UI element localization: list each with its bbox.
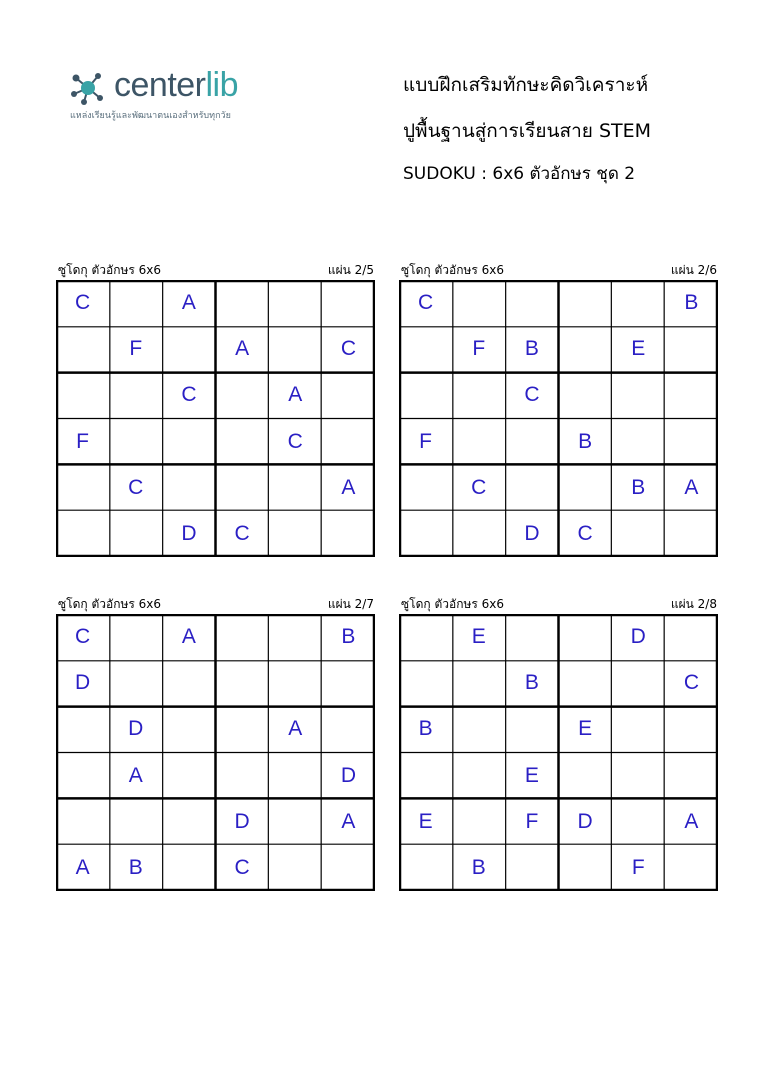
given-letter-cell: C: [128, 475, 144, 499]
empty-cell: [322, 372, 375, 418]
empty-cell: [56, 326, 109, 372]
empty-cell: [269, 280, 322, 326]
empty-cell: [216, 465, 269, 511]
empty-cell: [505, 465, 558, 511]
given-letter-cell: C: [524, 383, 540, 407]
empty-cell: [216, 706, 269, 752]
given-letter-cell: D: [74, 671, 91, 695]
given-letter-cell: A: [341, 475, 356, 499]
empty-cell: [322, 280, 375, 326]
grid-cells: [399, 614, 718, 891]
empty-cell: [269, 511, 322, 557]
sudoku-grid: [56, 280, 375, 557]
empty-cell: [505, 845, 558, 891]
puzzle-sheet-number: แผ่น 2/5: [327, 263, 374, 277]
empty-cell: [109, 372, 162, 418]
given-letter-cell: C: [287, 429, 303, 453]
given-letter-cell: D: [340, 763, 356, 787]
empty-cell: [162, 326, 215, 372]
given-letter-cell: F: [76, 429, 89, 453]
empty-cell: [665, 753, 718, 799]
empty-cell: [269, 326, 322, 372]
empty-cell: [612, 280, 665, 326]
empty-cell: [452, 753, 505, 799]
empty-cell: [559, 372, 612, 418]
given-letter-cell: A: [288, 383, 303, 407]
given-letter-cell: A: [235, 337, 250, 361]
empty-cell: [216, 660, 269, 706]
logo-tagline: แหล่งเรียนรู้และพัฒนาตนเองสำหรับทุกวัย: [70, 111, 231, 121]
puzzle-title: ซูโดกุ ตัวอักษร 6x6: [58, 597, 162, 611]
given-letter-cell: B: [418, 717, 433, 741]
empty-cell: [559, 845, 612, 891]
given-letter-cell: E: [631, 337, 646, 361]
given-letter-cell: A: [288, 717, 303, 741]
empty-cell: [612, 660, 665, 706]
empty-cell: [399, 614, 452, 660]
empty-cell: [505, 280, 558, 326]
given-letter-cell: E: [578, 717, 593, 741]
puzzle-title: ซูโดกุ ตัวอักษร 6x6: [401, 597, 505, 611]
sudoku-grid: [399, 614, 718, 891]
empty-cell: [559, 326, 612, 372]
empty-cell: [162, 419, 215, 465]
given-letter-cell: A: [128, 763, 143, 787]
given-letter-cell: A: [181, 291, 196, 315]
given-letter-cell: D: [234, 809, 250, 833]
given-letter-cell: C: [471, 475, 487, 499]
empty-cell: [216, 372, 269, 418]
empty-cell: [322, 845, 375, 891]
logo-wordmark-center: center: [114, 66, 206, 104]
empty-cell: [216, 419, 269, 465]
empty-cell: [665, 706, 718, 752]
grid-cells: [399, 280, 718, 557]
empty-cell: [612, 706, 665, 752]
empty-cell: [452, 372, 505, 418]
given-letter-cell: C: [234, 521, 250, 545]
given-letter-cell: D: [630, 625, 646, 649]
empty-cell: [665, 614, 718, 660]
empty-cell: [452, 419, 505, 465]
empty-cell: [56, 753, 109, 799]
empty-cell: [322, 706, 375, 752]
empty-cell: [162, 660, 215, 706]
given-letter-cell: F: [525, 809, 539, 833]
given-letter-cell: B: [524, 671, 539, 695]
empty-cell: [612, 511, 665, 557]
empty-cell: [559, 280, 612, 326]
given-letter-cell: A: [181, 625, 196, 649]
puzzle-caption: [399, 262, 718, 278]
empty-cell: [505, 419, 558, 465]
empty-cell: [162, 845, 215, 891]
given-letter-cell: F: [129, 337, 143, 361]
empty-cell: [269, 660, 322, 706]
puzzle-title: ซูโดกุ ตัวอักษร 6x6: [401, 263, 505, 277]
empty-cell: [399, 753, 452, 799]
given-letter-cell: C: [234, 855, 250, 879]
empty-cell: [162, 465, 215, 511]
given-letter-cell: A: [684, 809, 699, 833]
header-line-2: ปูพื้นฐานสู่การเรียนสาย STEM: [403, 120, 652, 142]
empty-cell: [559, 465, 612, 511]
empty-cell: [269, 845, 322, 891]
empty-cell: [109, 660, 162, 706]
given-letter-cell: F: [419, 429, 432, 453]
empty-cell: [109, 419, 162, 465]
empty-cell: [559, 614, 612, 660]
empty-cell: [399, 372, 452, 418]
empty-cell: [162, 706, 215, 752]
sudoku-grid: [399, 280, 718, 557]
given-letter-cell: C: [340, 337, 356, 361]
empty-cell: [452, 511, 505, 557]
puzzle-sheet-number: แผ่น 2/6: [670, 263, 717, 277]
given-letter-cell: B: [524, 337, 539, 361]
header-line-3: SUDOKU : 6x6 ตัวอักษร ชุด 2: [403, 164, 636, 184]
empty-cell: [162, 799, 215, 845]
empty-cell: [322, 511, 375, 557]
empty-cell: [109, 511, 162, 557]
given-letter-cell: C: [417, 291, 434, 315]
empty-cell: [559, 753, 612, 799]
empty-cell: [452, 799, 505, 845]
given-letter-cell: B: [341, 625, 356, 649]
empty-cell: [665, 372, 718, 418]
empty-cell: [56, 706, 109, 752]
empty-cell: [612, 419, 665, 465]
empty-cell: [269, 799, 322, 845]
puzzle-sheet-number: แผ่น 2/7: [327, 597, 374, 611]
empty-cell: [399, 845, 452, 891]
given-letter-cell: D: [524, 521, 540, 545]
empty-cell: [665, 845, 718, 891]
given-letter-cell: C: [577, 521, 593, 545]
empty-cell: [399, 326, 452, 372]
empty-cell: [399, 511, 452, 557]
grid-cells: [56, 614, 375, 891]
given-letter-cell: A: [75, 855, 90, 879]
given-letter-cell: C: [74, 291, 91, 315]
empty-cell: [56, 465, 109, 511]
logo-wordmark: [114, 66, 238, 105]
empty-cell: [216, 753, 269, 799]
empty-cell: [269, 614, 322, 660]
empty-cell: [665, 419, 718, 465]
given-letter-cell: A: [684, 475, 699, 499]
puzzle-caption: [56, 262, 375, 278]
empty-cell: [399, 465, 452, 511]
empty-cell: [216, 614, 269, 660]
empty-cell: [269, 465, 322, 511]
given-letter-cell: D: [181, 521, 197, 545]
molecule-logo-icon: [68, 68, 112, 108]
empty-cell: [665, 511, 718, 557]
given-letter-cell: C: [74, 625, 91, 649]
logo-wordmark-lib: lib: [205, 66, 239, 104]
given-letter-cell: E: [418, 809, 433, 833]
empty-cell: [109, 614, 162, 660]
sudoku-grid: [56, 614, 375, 891]
empty-cell: [505, 614, 558, 660]
header-line-1: แบบฝึกเสริมทักษะคิดวิเคราะห์: [403, 74, 649, 96]
centerlib-logo: [68, 68, 268, 124]
puzzle-title: ซูโดกุ ตัวอักษร 6x6: [58, 263, 162, 277]
puzzle-caption: [56, 596, 375, 612]
given-letter-cell: B: [684, 291, 699, 315]
given-letter-cell: B: [578, 429, 593, 453]
empty-cell: [322, 660, 375, 706]
empty-cell: [56, 799, 109, 845]
empty-cell: [452, 660, 505, 706]
given-letter-cell: D: [577, 809, 593, 833]
empty-cell: [612, 372, 665, 418]
empty-cell: [56, 372, 109, 418]
puzzle-caption: [399, 596, 718, 612]
empty-cell: [56, 511, 109, 557]
empty-cell: [452, 706, 505, 752]
empty-cell: [612, 753, 665, 799]
empty-cell: [399, 660, 452, 706]
empty-cell: [559, 660, 612, 706]
given-letter-cell: F: [631, 855, 645, 879]
given-letter-cell: B: [471, 855, 486, 879]
empty-cell: [322, 419, 375, 465]
given-letter-cell: C: [181, 383, 197, 407]
empty-cell: [216, 280, 269, 326]
given-letter-cell: E: [524, 763, 539, 787]
empty-cell: [109, 280, 162, 326]
given-letter-cell: F: [472, 337, 486, 361]
given-letter-cell: C: [683, 671, 699, 695]
given-letter-cell: B: [631, 475, 646, 499]
empty-cell: [505, 706, 558, 752]
empty-cell: [665, 326, 718, 372]
given-letter-cell: A: [341, 809, 356, 833]
puzzle-sheet-number: แผ่น 2/8: [670, 597, 717, 611]
empty-cell: [162, 753, 215, 799]
given-letter-cell: B: [128, 855, 143, 879]
empty-cell: [612, 799, 665, 845]
empty-cell: [269, 753, 322, 799]
given-letter-cell: D: [128, 717, 144, 741]
empty-cell: [109, 799, 162, 845]
empty-cell: [452, 280, 505, 326]
grid-cells: [56, 280, 375, 557]
given-letter-cell: E: [471, 625, 486, 649]
